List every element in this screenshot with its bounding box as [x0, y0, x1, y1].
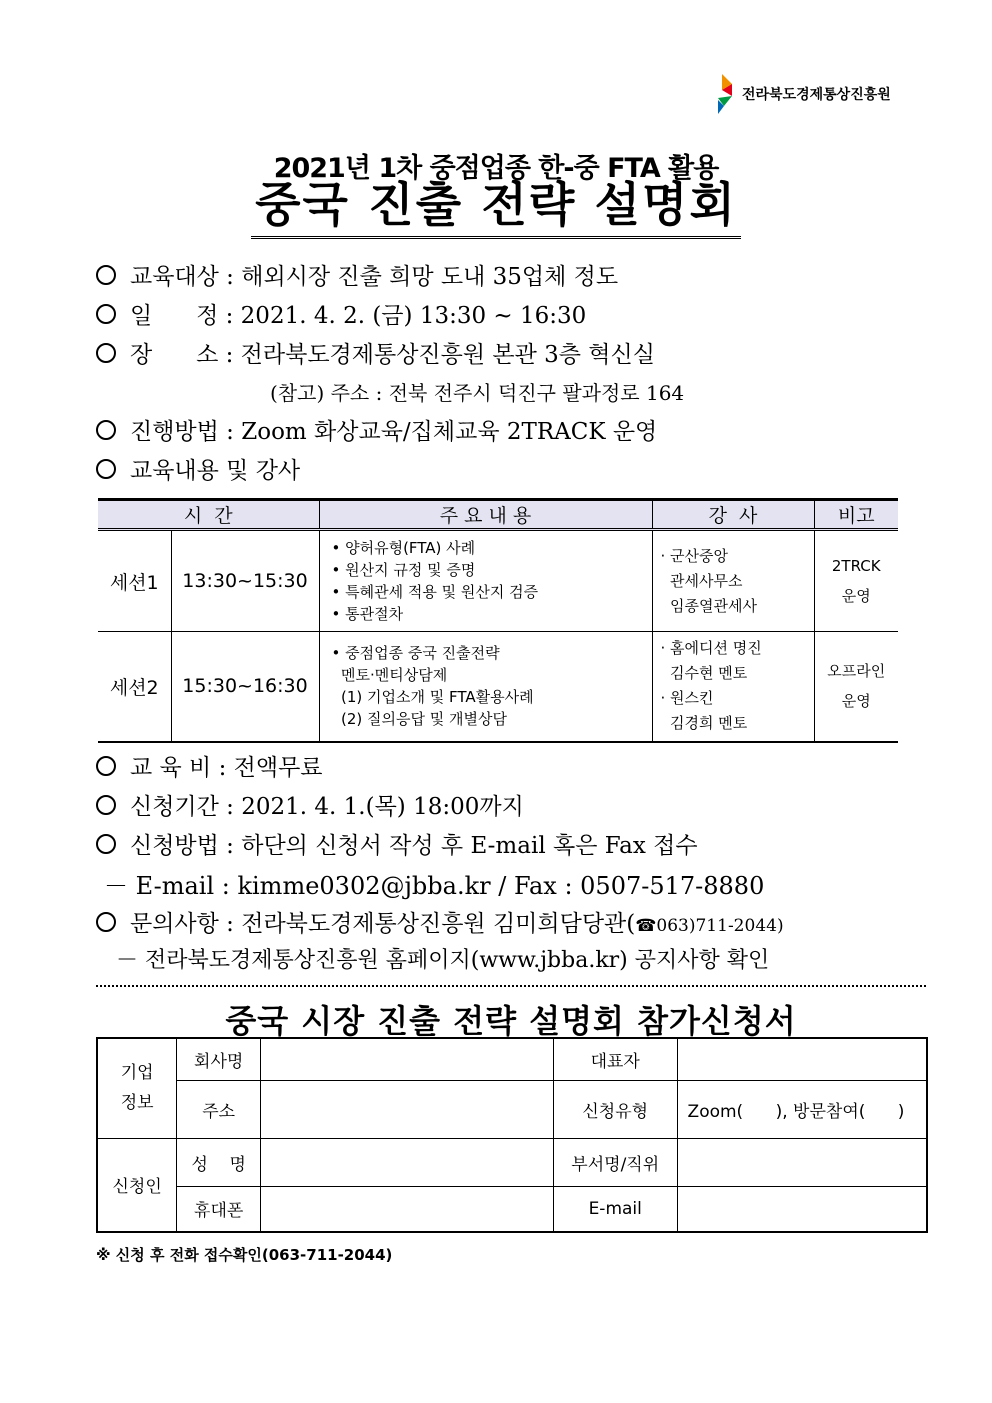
application-form [96, 1037, 928, 1233]
circle-bullet-icon [96, 343, 116, 363]
schedule-table [98, 498, 898, 743]
circle-bullet-icon [96, 795, 116, 815]
table-row [97, 1080, 927, 1138]
list-item: • 특혜관세 적용 및 원산지 검증 [331, 583, 539, 601]
email-field[interactable] [677, 1186, 927, 1232]
session-lecturer [652, 530, 814, 632]
representative-field[interactable] [677, 1038, 927, 1080]
lecturer-line: 김수현 멘토 [660, 664, 748, 683]
circle-bullet-icon [96, 304, 116, 324]
company-info-label: 기업 정보 [97, 1038, 177, 1138]
list-item: 멘토·멘티상담제 [331, 666, 448, 685]
note-line: 운영 [841, 587, 871, 605]
table-row [98, 632, 898, 742]
session-note [814, 530, 898, 632]
org-name: 전라북도경제통상진흥원 [742, 87, 891, 103]
schedule-header-row [98, 500, 898, 530]
circle-bullet-icon [96, 912, 116, 932]
phone-field[interactable] [261, 1186, 554, 1232]
note-line: 운영 [841, 692, 871, 711]
info-target: 교육대상 : 해외시장 진출 희망 도내 35업체 정도 [96, 258, 618, 291]
dept-label: 부서명/직위 [553, 1138, 677, 1186]
circle-bullet-icon [96, 756, 116, 776]
inquiry-phone: ☎063)711-2044) [635, 916, 784, 936]
address-label: 주소 [177, 1080, 261, 1138]
header-content: 주 요 내 용 [319, 500, 652, 530]
lecturer-line: 임종열관세사 [660, 596, 757, 615]
org-logo [716, 74, 891, 114]
session-lecturer [652, 632, 814, 742]
circle-bullet-icon [96, 265, 116, 285]
lecturer-line: · 홈에디션 명진 [660, 639, 762, 658]
info-method: 진행방법 : Zoom 화상교육/집체교육 2TRACK 운영 [96, 413, 657, 446]
session-items [319, 632, 652, 742]
header-time: 시 간 [98, 500, 319, 530]
table-row [98, 530, 898, 632]
header-lecturer: 강 사 [652, 500, 814, 530]
name-field[interactable] [261, 1138, 554, 1186]
circle-bullet-icon [96, 459, 116, 479]
circle-bullet-icon [96, 834, 116, 854]
info-content-heading: 교육내용 및 강사 [96, 452, 300, 485]
info-fee: 교 육 비 : 전액무료 [96, 749, 323, 782]
company-name-label: 회사명 [177, 1038, 261, 1080]
session-time: 15:30~16:30 [171, 632, 319, 742]
list-item: • 양허유형(FTA) 사례 [331, 539, 476, 557]
note-line: 오프라인 [827, 662, 886, 681]
apply-type-field[interactable]: Zoom( ), 방문참여( ) [677, 1080, 927, 1138]
session-time: 13:30~15:30 [171, 530, 319, 632]
table-row [97, 1186, 927, 1232]
list-item: • 통관절차 [331, 605, 404, 623]
applicant-label: 신청인 [97, 1138, 177, 1232]
list-item: • 원산지 규정 및 증명 [331, 561, 476, 579]
session-items [319, 530, 652, 632]
form-title: 중국 시장 진출 전략 설명회 참가신청서 [225, 1002, 797, 1040]
homepage-note: － 전라북도경제통상진흥원 홈페이지(www.jbba.kr) 공지사항 확인 [116, 948, 770, 973]
phone-label: 휴대폰 [177, 1186, 261, 1232]
dotted-divider [96, 985, 926, 987]
list-item: (2) 질의응답 및 개별상담 [331, 710, 507, 729]
representative-label: 대표자 [553, 1038, 677, 1080]
lecturer-line: · 군산중앙 [660, 546, 728, 565]
info-period: 신청기간 : 2021. 4. 1.(목) 18:00까지 [96, 788, 524, 821]
address-note: (참고) 주소 : 전북 전주시 덕진구 팔과정로 164 [270, 381, 685, 405]
company-name-field[interactable] [261, 1038, 554, 1080]
table-row [97, 1038, 927, 1080]
lecturer-line: 관세사무소 [660, 571, 743, 590]
name-label: 성 명 [177, 1138, 261, 1186]
info-inquiry: 문의사항 : 전라북도경제통상진흥원 김미희담당관(☎063)711-2044) [96, 905, 784, 938]
circle-bullet-icon [96, 420, 116, 440]
dept-field[interactable] [677, 1138, 927, 1186]
info-schedule: 일 정 : 2021. 4. 2. (금) 13:30 ~ 16:30 [96, 297, 586, 330]
session-note [814, 632, 898, 742]
session-label: 세션2 [98, 632, 171, 742]
footnote: ※ 신청 후 전화 접수확인(063-711-2044) [96, 1246, 393, 1264]
email-label: E-mail [553, 1186, 677, 1232]
header-note: 비고 [814, 500, 898, 530]
contact-line: － E-mail : kimme0302@jbba.kr / Fax : 0507-517-8880 [104, 872, 765, 900]
title-line2: 중국 진출 전략 설명회 [251, 178, 741, 239]
list-item: • 중점업종 중국 진출전략 [331, 644, 500, 663]
note-line: 2TRCK [831, 557, 881, 575]
lecturer-line: 김경희 멘토 [660, 714, 748, 733]
apply-type-label: 신청유형 [553, 1080, 677, 1138]
session-label: 세션1 [98, 530, 171, 632]
info-apply-method: 신청방법 : 하단의 신청서 작성 후 E-mail 혹은 Fax 접수 [96, 827, 698, 860]
org-logo-icon [716, 74, 738, 114]
title-line1: 2021년 1차 중점업종 한-중 FTA 활용 [273, 153, 719, 184]
lecturer-line: · 원스킨 [660, 689, 714, 708]
info-location: 장 소 : 전라북도경제통상진흥원 본관 3층 혁신실 [96, 336, 655, 369]
list-item: (1) 기업소개 및 FTA활용사례 [331, 688, 534, 707]
address-field[interactable] [261, 1080, 554, 1138]
table-row [97, 1138, 927, 1186]
